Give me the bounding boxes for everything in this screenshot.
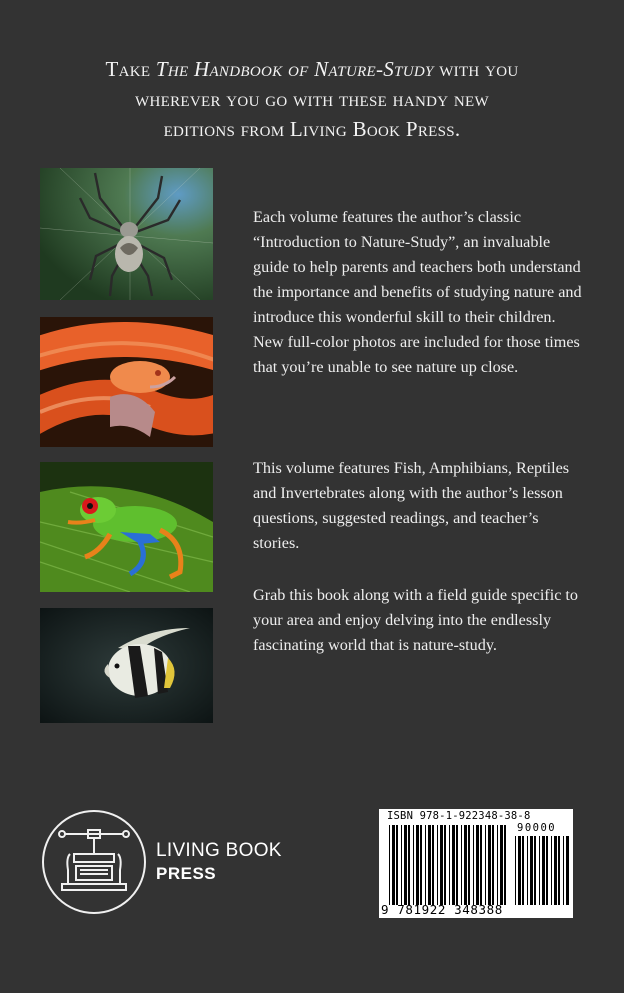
barcode-bar bbox=[551, 836, 552, 905]
barcode-bar bbox=[440, 825, 443, 905]
barcode-bar bbox=[534, 836, 536, 905]
barcode-bar bbox=[476, 825, 479, 905]
barcode-bar bbox=[527, 836, 528, 905]
barcode-bar bbox=[396, 825, 398, 905]
publisher-name-line-1: LIVING BOOK bbox=[156, 840, 282, 861]
barcode-bar bbox=[554, 836, 557, 905]
barcode-bar bbox=[566, 836, 569, 905]
barcode-bar bbox=[425, 825, 426, 905]
barcode-bar bbox=[480, 825, 482, 905]
barcode-bar bbox=[563, 836, 564, 905]
barcode-bar bbox=[449, 825, 450, 905]
barcode-bar bbox=[420, 825, 422, 905]
barcode-bar bbox=[530, 836, 533, 905]
barcode-bar bbox=[404, 825, 407, 905]
book-title: The Handbook of Nature-Study bbox=[155, 57, 434, 81]
barcode-bar bbox=[558, 836, 560, 905]
barcode-bars bbox=[389, 825, 509, 905]
tagline-line-1: Take The Handbook of Nature-Study with you bbox=[105, 57, 519, 81]
barcode-bar bbox=[542, 836, 545, 905]
barcode-bar bbox=[437, 825, 438, 905]
bannerfish-photo bbox=[40, 608, 213, 723]
barcode-bar bbox=[392, 825, 395, 905]
intro-paragraph: Each volume features the author’s classic “Introduction to Nature-Study”, an invaluable guide to help parents and teachers both understand the importance and benefits of studying nature and introduce this wonderful skill to their children. New full-color photos are included for those times that you’re unable to see nature up close. bbox=[253, 208, 582, 376]
volume-contents-paragraph: This volume features Fish, Amphibians, Reptiles and Invertebrates along with the author’s lesson questions, suggested readings, and teacher’s stories. bbox=[253, 459, 570, 552]
barcode-bar bbox=[539, 836, 540, 905]
barcode-bar bbox=[518, 836, 521, 905]
barcode-bar bbox=[488, 825, 491, 905]
book-press-icon bbox=[40, 808, 148, 916]
barcode-bar bbox=[413, 825, 414, 905]
barcode-bar bbox=[432, 825, 434, 905]
barcode-bar bbox=[515, 836, 516, 905]
tagline-line-3: editions from Living Book Press. bbox=[163, 117, 461, 141]
barcode-bar bbox=[401, 825, 402, 905]
barcode-bar bbox=[473, 825, 474, 905]
field-guide-paragraph: Grab this book along with a field guide specific to your area and enjoy delving into the endlessly fascinating world that is nature-study. bbox=[253, 586, 579, 654]
corn-snake-photo bbox=[40, 317, 213, 447]
barcode-bar bbox=[546, 836, 548, 905]
barcode-number: 9 781922 348388 bbox=[381, 902, 503, 917]
barcode-bar bbox=[500, 825, 503, 905]
barcode-bar bbox=[464, 825, 467, 905]
barcode-bar bbox=[389, 825, 390, 905]
spider-photo bbox=[40, 168, 213, 300]
cover-tagline bbox=[40, 54, 584, 144]
barcode-bar bbox=[428, 825, 431, 905]
tagline-line-2: wherever you go with these handy new bbox=[135, 87, 489, 111]
barcode-addon-number: 90000 bbox=[517, 822, 557, 834]
barcode-bar bbox=[522, 836, 524, 905]
publisher-logo bbox=[40, 808, 282, 916]
barcode-bar bbox=[456, 825, 458, 905]
isbn-label: ISBN 978-1-922348-38-8 bbox=[387, 810, 531, 822]
barcode-bar bbox=[485, 825, 486, 905]
tree-frog-photo bbox=[40, 462, 213, 592]
barcode-bar bbox=[492, 825, 494, 905]
publisher-name-line-2: PRESS bbox=[156, 864, 217, 883]
barcode-bar bbox=[408, 825, 410, 905]
barcode-bar bbox=[497, 825, 498, 905]
isbn-barcode bbox=[379, 809, 573, 918]
barcode-bar bbox=[468, 825, 470, 905]
barcode-bar bbox=[504, 825, 506, 905]
barcode-bar bbox=[452, 825, 455, 905]
barcode-bar bbox=[416, 825, 419, 905]
barcode-bar bbox=[461, 825, 462, 905]
barcode-addon-bars bbox=[515, 836, 569, 905]
publisher-name bbox=[156, 839, 282, 885]
barcode-bar bbox=[444, 825, 446, 905]
